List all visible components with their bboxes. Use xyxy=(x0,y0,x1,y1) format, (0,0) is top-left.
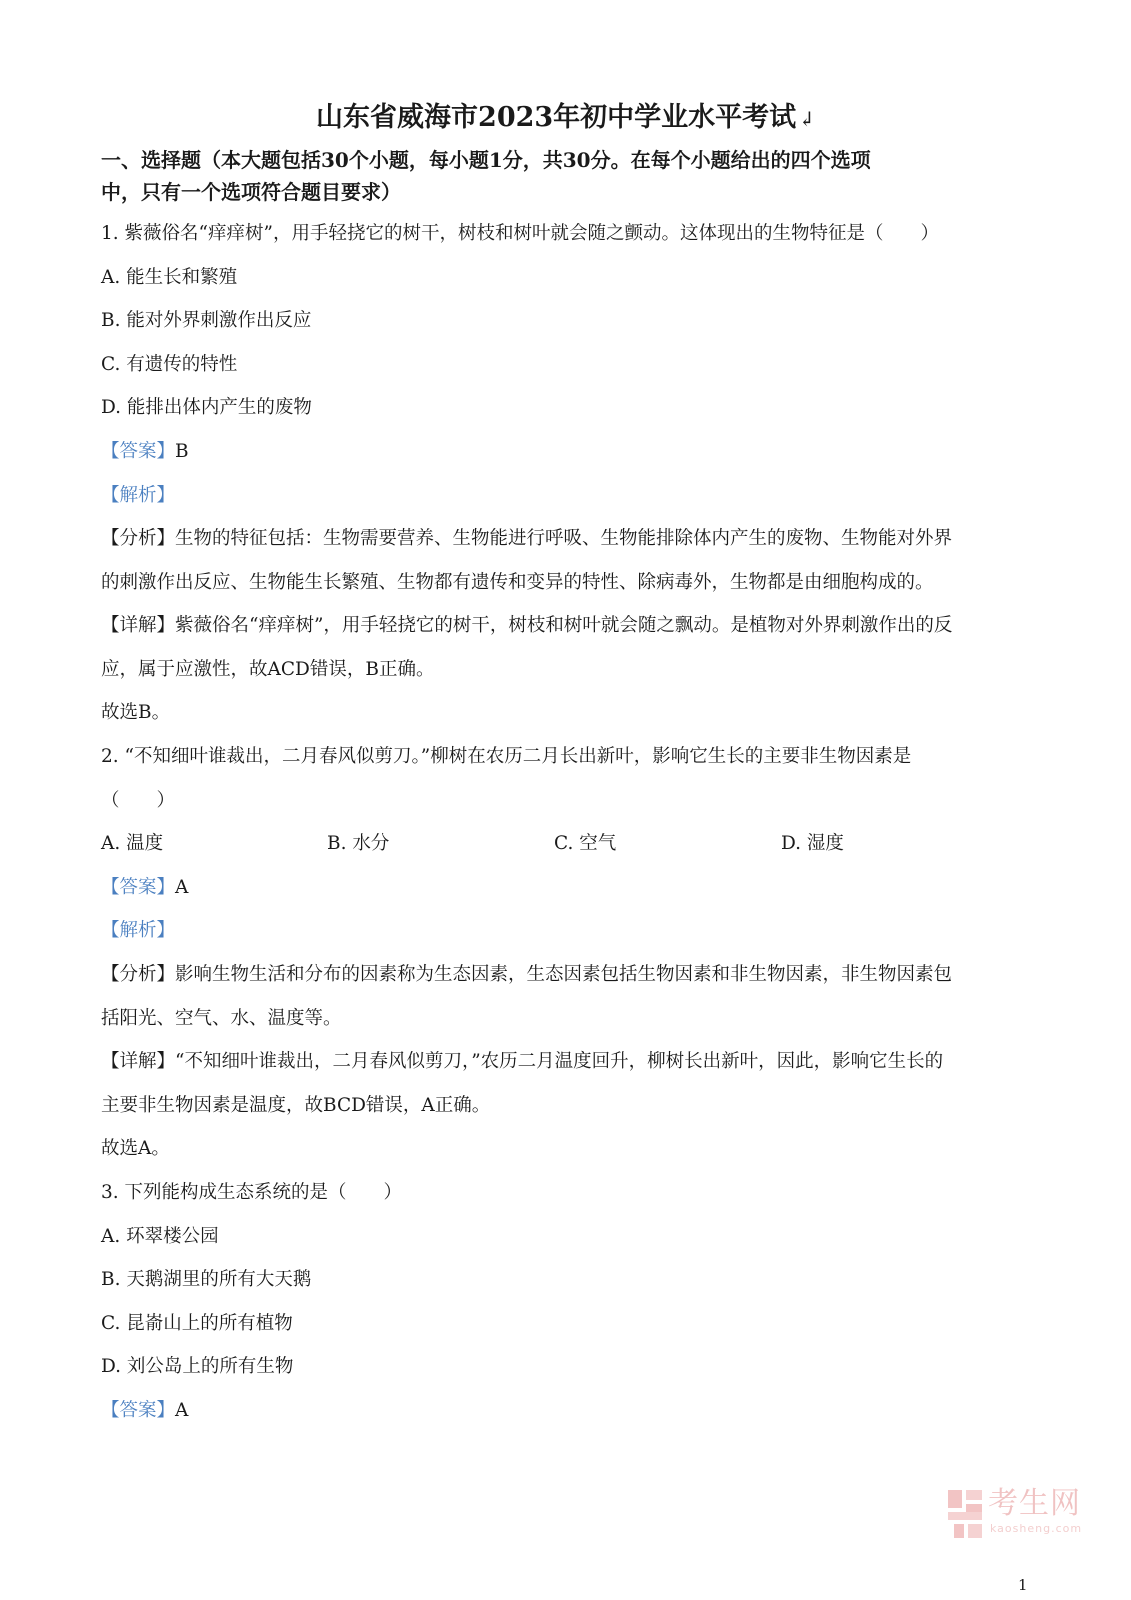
fenxi-tag: 【分析】 xyxy=(101,964,176,985)
q1-fenxi-line-2: 的刺激作出反应、生物能生长繁殖、生物都有遗传和变异的特性、除病毒外，生物都是由细胞构成的。 xyxy=(101,572,934,593)
q1-xiangjie-line-2: 应，属于应激性，故ACD错误，B正确。 xyxy=(101,659,435,680)
q1-option-a: A. 能生长和繁殖 xyxy=(101,267,238,288)
q1-conclusion: 故选B。 xyxy=(101,702,171,723)
xiangjie-tag: 【详解】 xyxy=(101,1051,176,1072)
answer-value: A xyxy=(175,877,189,898)
q2-fenxi-line-1 xyxy=(101,963,952,987)
xiangjie-tag: 【详解】 xyxy=(101,615,176,636)
q3-option-c: C. 昆嵛山上的所有植物 xyxy=(101,1313,293,1334)
q3-answer xyxy=(101,1399,188,1423)
q2-option-c: C. 空气 xyxy=(554,833,617,854)
q1-xiangjie-line-1 xyxy=(101,614,952,638)
q1-option-c: C. 有遗传的特性 xyxy=(101,354,238,375)
fenxi-tag: 【分析】 xyxy=(101,528,176,549)
q2-stem-line-1: 2. “不知细叶谁裁出，二月春风似剪刀。”柳树在农历二月长出新叶，影响它生长的主要非生物因素是 xyxy=(101,746,912,767)
q2-fenxi-line-2: 括阳光、空气、水、温度等。 xyxy=(101,1008,342,1029)
q2-answer xyxy=(101,876,188,900)
q1-stem: 1. 紫薇俗名“痒痒树”，用手轻挠它的树干，树枝和树叶就会随之颤动。这体现出的生物特征是（ ） xyxy=(101,223,939,244)
watermark-subtext: kaosheng.com xyxy=(990,1522,1083,1535)
q3-option-b: B. 天鹅湖里的所有大天鹅 xyxy=(101,1269,312,1290)
q3-option-a: A. 环翠楼公园 xyxy=(101,1226,219,1247)
q3-stem: 3. 下列能构成生态系统的是（ ） xyxy=(101,1182,403,1203)
q1-option-d: D. 能排出体内产生的废物 xyxy=(101,397,312,418)
q1-fenxi-line-1 xyxy=(101,527,952,551)
q2-analysis-tag: 【解析】 xyxy=(101,920,176,941)
return-mark-icon: ↲ xyxy=(798,107,815,131)
xiangjie-text: 紫薇俗名“痒痒树”，用手轻挠它的树干，树枝和树叶就会随之飘动。是植物对外界刺激作出的反 xyxy=(175,615,953,636)
watermark-text: 考生网 xyxy=(988,1486,1081,1521)
section-heading-line-1: 一、选择题（本大题包括30个小题，每小题1分，共30分。在每个小题给出的四个选项 xyxy=(101,148,871,172)
q2-option-b: B. 水分 xyxy=(327,833,390,854)
answer-value: B xyxy=(175,441,189,462)
q2-option-d: D. 湿度 xyxy=(781,833,844,854)
q2-xiangjie-line-1 xyxy=(101,1050,943,1074)
q3-option-d: D. 刘公岛上的所有生物 xyxy=(101,1356,294,1377)
section-heading-line-2: 中，只有一个选项符合题目要求） xyxy=(101,180,401,204)
xiangjie-text: “不知细叶谁裁出，二月春风似剪刀，”农历二月温度回升，柳树长出新叶，因此，影响它生长的 xyxy=(175,1051,944,1072)
document-title xyxy=(0,101,1131,136)
q2-option-a: A. 温度 xyxy=(101,833,164,854)
fenxi-text: 影响生物生活和分布的因素称为生态因素，生态因素包括生物因素和非生物因素，非生物因素包 xyxy=(175,964,953,985)
page-number: 1 xyxy=(1018,1576,1028,1594)
answer-tag: 【答案】 xyxy=(101,877,176,898)
q1-answer xyxy=(101,440,189,464)
answer-tag: 【答案】 xyxy=(101,1400,176,1421)
q1-analysis-tag: 【解析】 xyxy=(101,485,176,506)
q2-conclusion: 故选A。 xyxy=(101,1138,170,1159)
q2-xiangjie-line-2: 主要非生物因素是温度，故BCD错误，A正确。 xyxy=(101,1095,491,1116)
q2-stem-line-2: （ ） xyxy=(101,790,176,811)
fenxi-text: 生物的特征包括：生物需要营养、生物能进行呼吸、生物能排除体内产生的废物、生物能对外界 xyxy=(175,528,953,549)
watermark-logo-icon xyxy=(946,1488,986,1540)
watermark xyxy=(946,1484,1106,1548)
answer-value: A xyxy=(175,1400,189,1421)
answer-tag: 【答案】 xyxy=(101,441,176,462)
q1-option-b: B. 能对外界刺激作出反应 xyxy=(101,310,312,331)
title-text: 山东省威海市2023年初中学业水平考试 xyxy=(316,102,797,133)
